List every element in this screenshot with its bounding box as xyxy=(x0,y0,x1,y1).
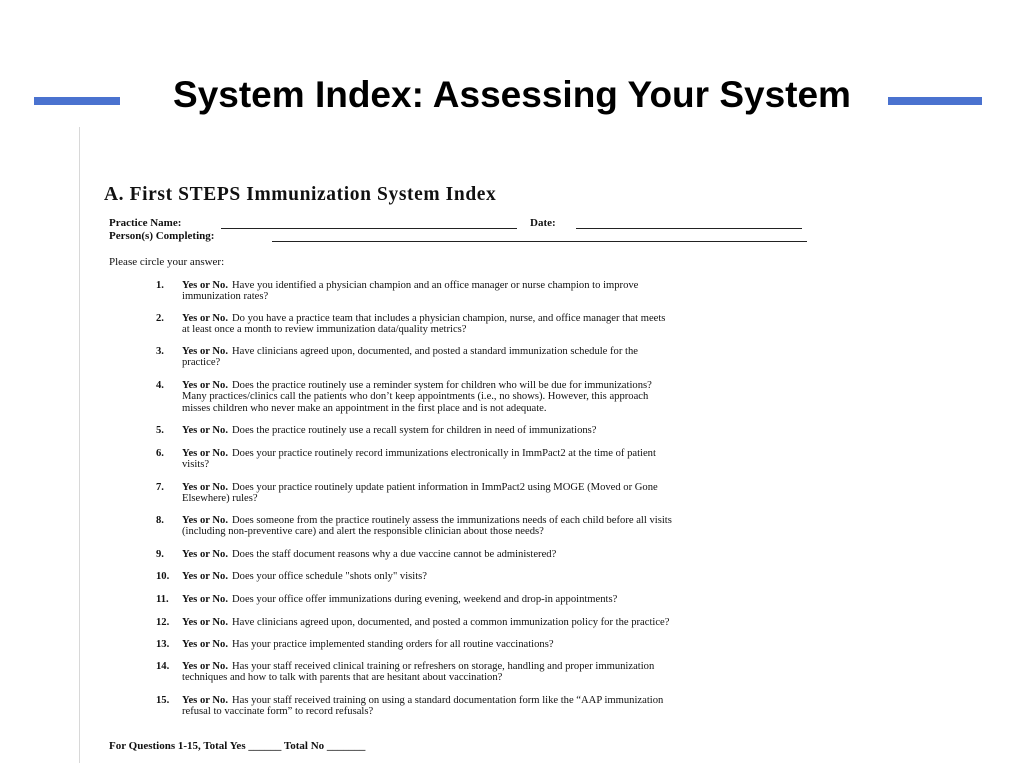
question-text: Has your practice implemented standing orders for all routine vaccinations? xyxy=(232,639,554,650)
question-text-cont: misses children who never make an appointment in the first place and is not adequate. xyxy=(182,402,547,414)
question-text-cont: Elsewhere) rules? xyxy=(182,493,258,505)
answer-label: Yes or No. xyxy=(182,571,229,582)
question-13 xyxy=(156,639,876,650)
persons-completing-line xyxy=(272,241,807,242)
question-number: 1. xyxy=(156,280,164,291)
date-label: Date: xyxy=(530,217,556,229)
totals-footer: For Questions 1-15, Total Yes ______ Total No _______ xyxy=(109,740,366,752)
question-10 xyxy=(156,571,876,582)
answer-label: Yes or No. xyxy=(182,280,229,291)
question-9 xyxy=(156,549,876,560)
question-number: 6. xyxy=(156,448,164,459)
answer-label: Yes or No. xyxy=(182,346,229,357)
answer-label: Yes or No. xyxy=(182,448,229,459)
question-text-cont: visits? xyxy=(182,459,210,471)
question-text: Does the staff document reasons why a due vaccine cannot be administered? xyxy=(232,549,557,560)
form-title: A. First STEPS Immunization System Index xyxy=(104,184,497,205)
question-number: 9. xyxy=(156,549,164,560)
answer-label: Yes or No. xyxy=(182,380,229,391)
question-number: 11. xyxy=(156,594,169,605)
answer-label: Yes or No. xyxy=(182,549,229,560)
question-1 xyxy=(156,280,876,303)
practice-name-label: Practice Name: xyxy=(109,217,182,229)
answer-label: Yes or No. xyxy=(182,661,229,672)
question-text-cont: practice? xyxy=(182,357,221,369)
question-number: 2. xyxy=(156,313,164,324)
title-rule-right xyxy=(888,97,982,105)
question-5 xyxy=(156,425,876,436)
question-8 xyxy=(156,515,876,538)
question-4 xyxy=(156,380,876,414)
question-text: Have clinicians agreed upon, documented, and posted a standard immunization schedule for the xyxy=(232,346,638,357)
question-number: 13. xyxy=(156,639,170,650)
question-number: 4. xyxy=(156,380,164,391)
question-text: Does someone from the practice routinely assess the immunizations needs of each child before all visits xyxy=(232,515,672,526)
question-number: 8. xyxy=(156,515,164,526)
answer-label: Yes or No. xyxy=(182,639,229,650)
answer-label: Yes or No. xyxy=(182,594,229,605)
persons-completing-label: Person(s) Completing: xyxy=(109,230,215,242)
instruction-text: Please circle your answer: xyxy=(109,256,225,268)
question-text-cont: at least once a month to review immunization data/quality metrics? xyxy=(182,324,467,336)
question-text: Does your office offer immunizations during evening, weekend and drop-in appointments? xyxy=(232,594,618,605)
question-text: Does the practice routinely use a recall system for children in need of immunizations? xyxy=(232,425,597,436)
date-line xyxy=(576,228,802,229)
practice-name-line xyxy=(221,228,517,229)
question-text: Have clinicians agreed upon, documented, and posted a common immunization policy for the practice? xyxy=(232,617,670,628)
question-number: 12. xyxy=(156,617,170,628)
question-number: 15. xyxy=(156,695,170,706)
answer-label: Yes or No. xyxy=(182,482,229,493)
question-text-cont: refusal to vaccinate form” to record refusals? xyxy=(182,706,374,718)
question-text-cont: (including non-preventive care) and alert the responsible clinician about those needs? xyxy=(182,526,544,538)
question-7 xyxy=(156,482,876,505)
slide-title: System Index: Assessing Your System xyxy=(173,74,851,115)
document-edge xyxy=(79,127,80,763)
answer-label: Yes or No. xyxy=(182,313,229,324)
question-text: Have you identified a physician champion and an office manager or nurse champion to improve xyxy=(232,280,639,291)
question-text: Does your practice routinely update patient information in ImmPact2 using MOGE (Moved or Gone xyxy=(232,482,658,493)
question-6 xyxy=(156,448,876,471)
question-text: Do you have a practice team that includes a physician champion, nurse, and office manager that meets xyxy=(232,313,666,324)
title-rule-left xyxy=(34,97,120,105)
question-number: 10. xyxy=(156,571,170,582)
question-text: Has your staff received training on using a standard documentation form like the “AAP immunization xyxy=(232,695,664,706)
question-text-cont: immunization rates? xyxy=(182,291,269,303)
question-text: Does your office schedule "shots only" visits? xyxy=(232,571,428,582)
question-2 xyxy=(156,313,876,336)
answer-label: Yes or No. xyxy=(182,515,229,526)
question-number: 5. xyxy=(156,425,164,436)
question-text: Has your staff received clinical training or refreshers on storage, handling and proper immunization xyxy=(232,661,655,672)
question-text: Does the practice routinely use a reminder system for children who will be due for immunizations? xyxy=(232,380,652,391)
question-15 xyxy=(156,695,876,718)
question-number: 14. xyxy=(156,661,170,672)
question-text: Does your practice routinely record immunizations electronically in ImmPact2 at the time of patient xyxy=(232,448,656,459)
question-number: 3. xyxy=(156,346,164,357)
answer-label: Yes or No. xyxy=(182,695,229,706)
answer-label: Yes or No. xyxy=(182,617,229,628)
answer-label: Yes or No. xyxy=(182,425,229,436)
question-14 xyxy=(156,661,876,684)
question-3 xyxy=(156,346,876,369)
question-11 xyxy=(156,594,876,605)
question-12 xyxy=(156,617,876,628)
question-text-cont: techniques and how to talk with parents that are hesitant about vaccination? xyxy=(182,672,503,684)
question-text-cont: Many practices/clinics call the patients who don’t keep appointments (i.e., no shows). However, this approach xyxy=(182,391,649,403)
question-number: 7. xyxy=(156,482,164,493)
